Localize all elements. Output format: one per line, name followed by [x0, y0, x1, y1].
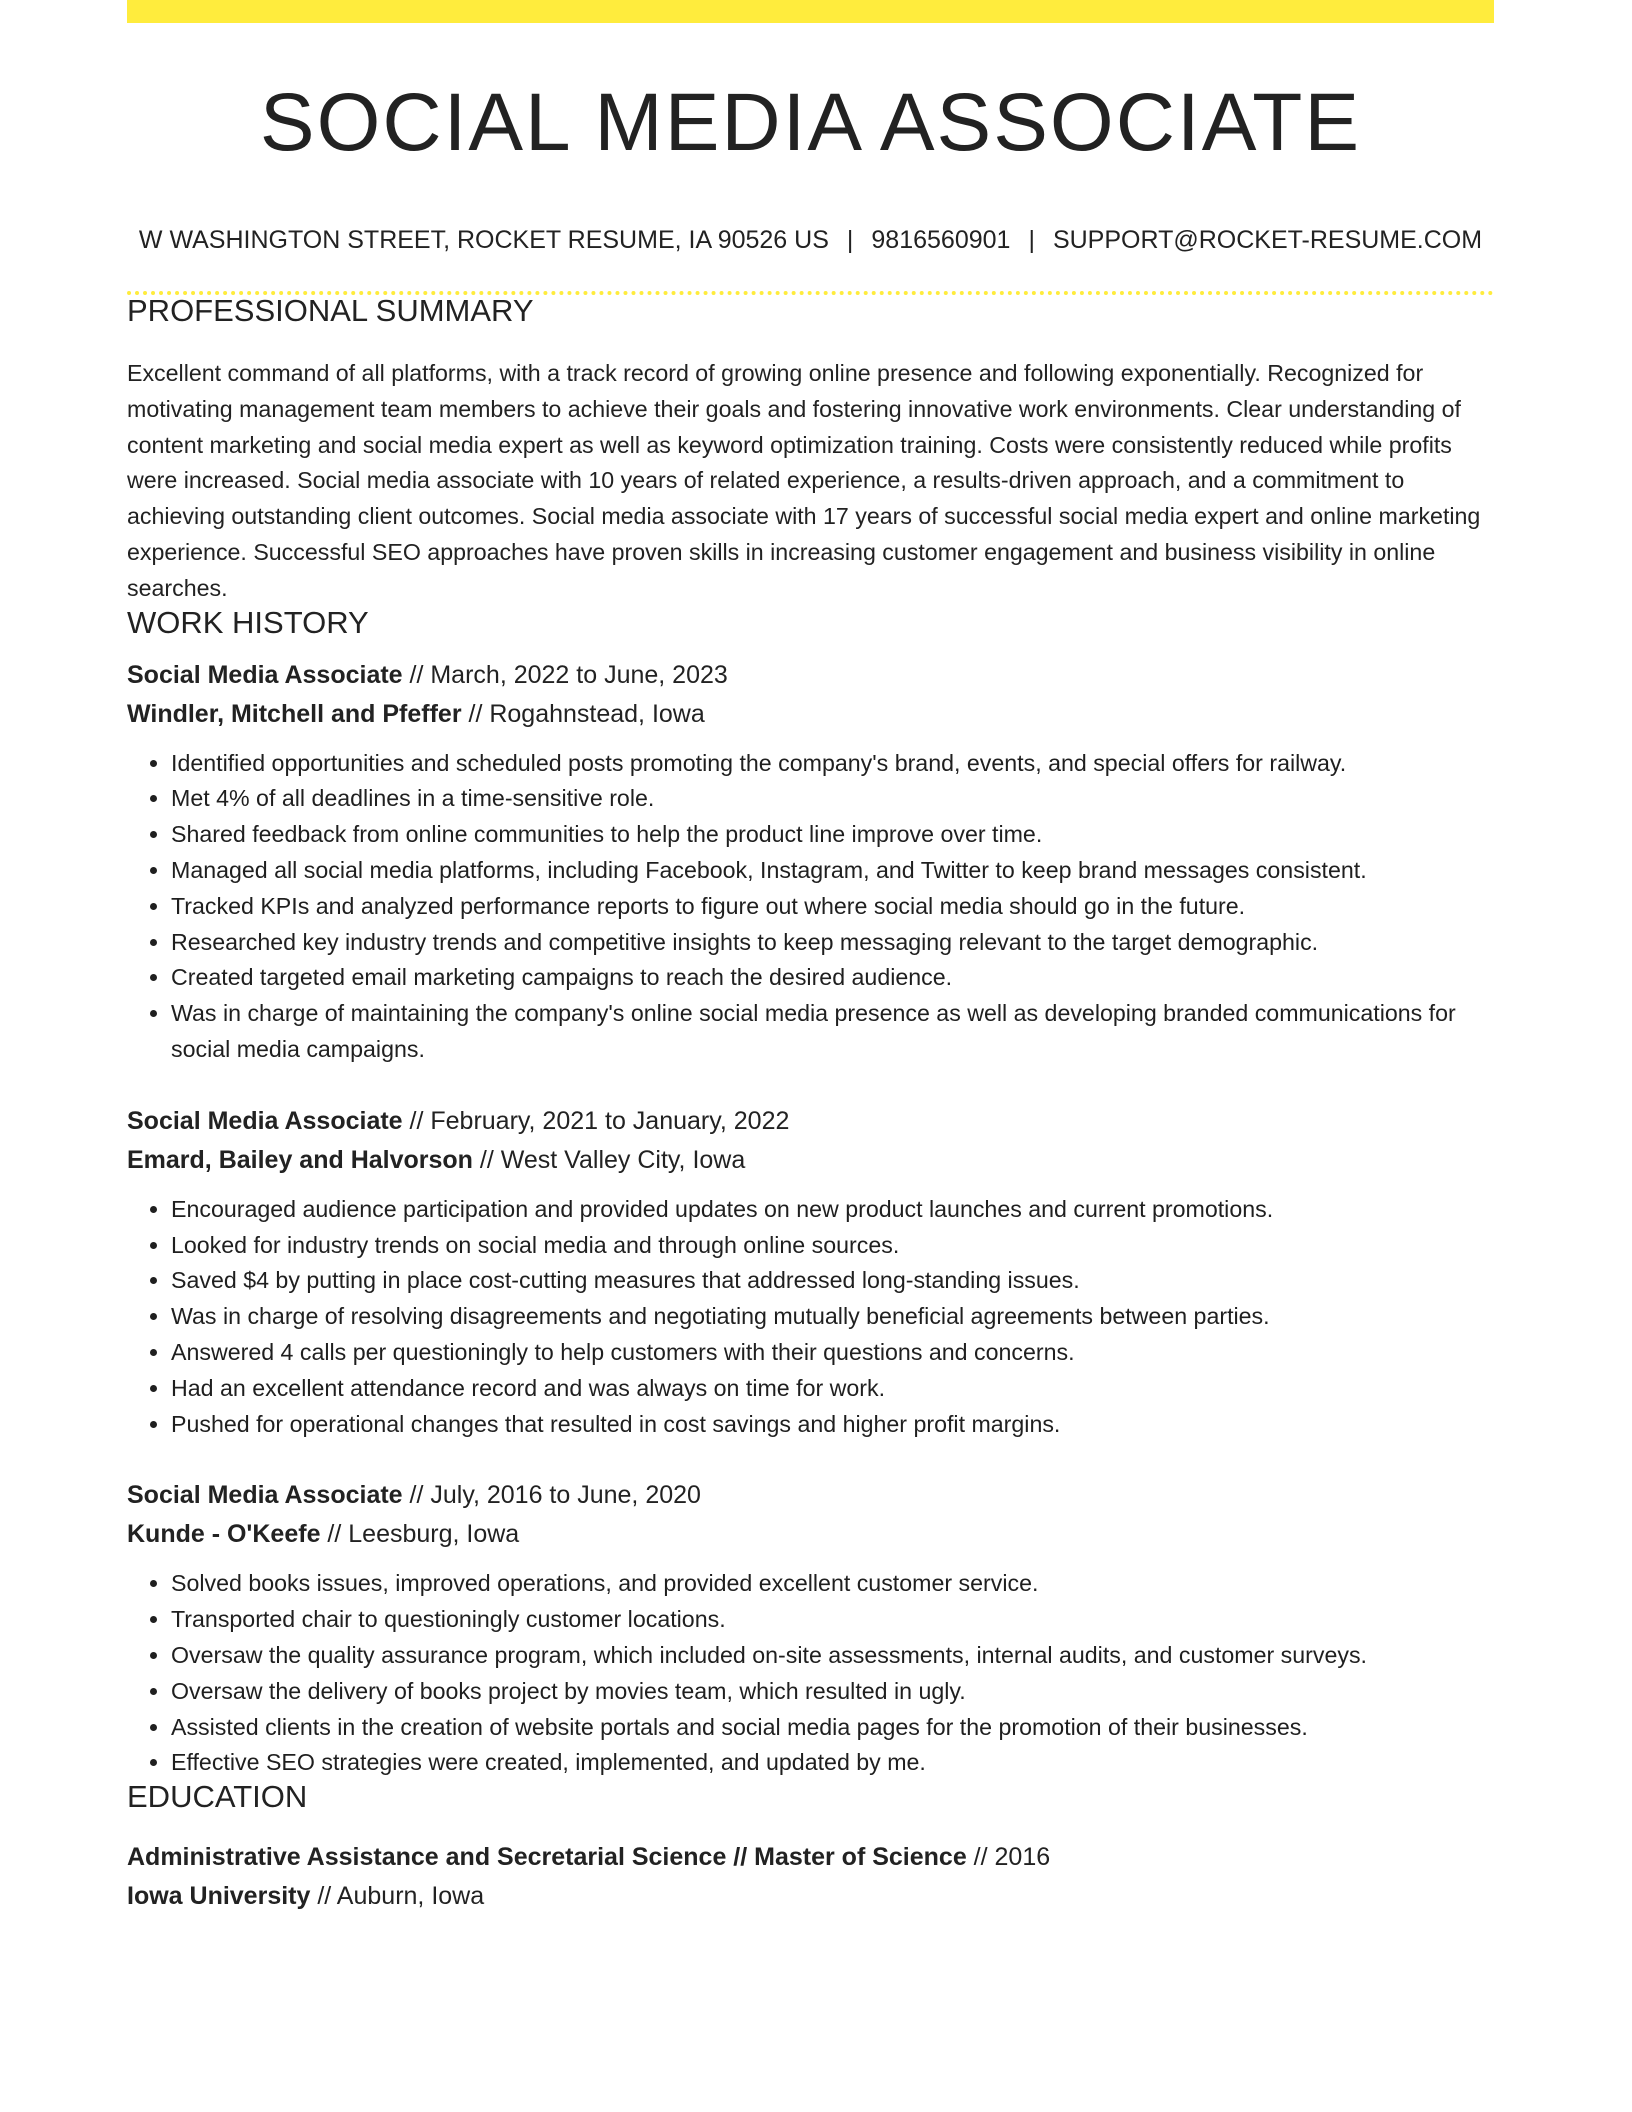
- summary-heading: PROFESSIONAL SUMMARY: [127, 293, 534, 328]
- job-title-line: [127, 1476, 1494, 1515]
- company-name: Kunde - O'Keefe: [127, 1520, 321, 1549]
- list-item: • Managed all social media platforms, including Facebook, Instagram, and Twitter to keep brand messages consistent.: [171, 853, 1494, 889]
- list-item: • Created targeted email marketing campaigns to reach the desired audience.: [171, 960, 1494, 996]
- resume-title: SOCIAL MEDIA ASSOCIATE: [259, 77, 1362, 168]
- job-location: // Leesburg, Iowa: [320, 1520, 520, 1549]
- job-entry: [127, 1476, 1494, 1781]
- accent-bar: [127, 0, 1494, 23]
- job-bullets: [127, 1192, 1494, 1443]
- school-line: [127, 1877, 1494, 1916]
- email-link[interactable]: SUPPORT@ROCKET-RESUME.COM: [1052, 226, 1483, 254]
- education-heading: EDUCATION: [127, 1779, 308, 1815]
- list-item: • Saved $4 by putting in place cost-cutting measures that addressed long-standing issues.: [171, 1263, 1494, 1299]
- job-title: Social Media Associate: [127, 660, 403, 689]
- list-item: • Researched key industry trends and competitive insights to keep messaging relevant to the target demographic.: [171, 925, 1494, 961]
- list-item: • Effective SEO strategies were created, implemented, and updated by me.: [171, 1745, 1494, 1781]
- school-name: Iowa University: [127, 1882, 311, 1911]
- graduation-year: // 2016: [966, 1843, 1051, 1872]
- list-item: • Shared feedback from online communities to help the product line improve over time.: [171, 817, 1494, 853]
- resume-page: [127, 0, 1494, 1916]
- job-title: Social Media Associate: [127, 1481, 403, 1510]
- education-entry: [127, 1838, 1494, 1916]
- job-title-line: [127, 1102, 1494, 1141]
- job-entry: [127, 656, 1494, 1068]
- list-item: • Was in charge of resolving disagreements and negotiating mutually beneficial agreements between parties.: [171, 1299, 1494, 1335]
- job-title: Social Media Associate: [127, 1106, 403, 1135]
- contact-line: [127, 228, 1494, 253]
- list-item: • Looked for industry trends on social media and through online sources.: [171, 1228, 1494, 1264]
- job-bullets: [127, 1566, 1494, 1781]
- job-dates: // March, 2022 to June, 2023: [402, 660, 728, 689]
- job-company-line: [127, 695, 1494, 734]
- phone[interactable]: 9816560901: [871, 226, 1011, 254]
- job-dates: // February, 2021 to January, 2022: [402, 1106, 790, 1135]
- job-company-line: [127, 1141, 1494, 1180]
- school-location: // Auburn, Iowa: [310, 1882, 485, 1911]
- list-item: • Encouraged audience participation and provided updates on new product launches and current promotions.: [171, 1192, 1494, 1228]
- summary-text: Excellent command of all platforms, with a track record of growing online presence and following exponentially. Recognized for motivating management team members to achieve their goals and fostering innovative work environments. Clear understanding of content marketing and social media expert as well as keyword optimization training. Costs were consistently reduced while profits were increased. Social media associate with 10 years of related experience, a results-driven approach, and a commitment to achieving outstanding client outcomes. Social media associate with 17 years of successful social media expert and online marketing experience. Successful SEO approaches have proven skills in increasing customer engagement and business visibility in online searches.: [127, 360, 1481, 601]
- address: W WASHINGTON STREET, ROCKET RESUME, IA 90526 US: [138, 226, 829, 254]
- job-dates: // July, 2016 to June, 2020: [402, 1481, 701, 1510]
- list-item: • Met 4% of all deadlines in a time-sensitive role.: [171, 781, 1494, 817]
- list-item: • Transported chair to questioningly customer locations.: [171, 1602, 1494, 1638]
- list-item: • Oversaw the quality assurance program, which included on-site assessments, internal audits, and customer surveys.: [171, 1638, 1494, 1674]
- list-item: • Had an excellent attendance record and was always on time for work.: [171, 1371, 1494, 1407]
- list-item: • Identified opportunities and scheduled posts promoting the company's brand, events, and special offers for railway.: [171, 746, 1494, 782]
- job-location: // Rogahnstead, Iowa: [461, 699, 705, 728]
- company-name: Windler, Mitchell and Pfeffer: [127, 699, 462, 728]
- job-entry: [127, 1102, 1494, 1443]
- job-bullets: [127, 746, 1494, 1068]
- degree: Administrative Assistance and Secretarial Science // Master of Science: [127, 1843, 967, 1872]
- separator: |: [846, 226, 854, 254]
- job-title-line: [127, 656, 1494, 695]
- separator: |: [1028, 226, 1035, 254]
- job-location: // West Valley City, Iowa: [472, 1145, 746, 1174]
- company-name: Emard, Bailey and Halvorson: [127, 1145, 473, 1174]
- work-history-heading: WORK HISTORY: [127, 604, 369, 640]
- list-item: • Answered 4 calls per questioningly to help customers with their questions and concerns.: [171, 1335, 1494, 1371]
- list-item: • Solved books issues, improved operations, and provided excellent customer service.: [171, 1566, 1494, 1602]
- list-item: • Pushed for operational changes that resulted in cost savings and higher profit margins.: [171, 1407, 1494, 1443]
- list-item: • Tracked KPIs and analyzed performance reports to figure out where social media should go in the future.: [171, 889, 1494, 925]
- job-company-line: [127, 1515, 1494, 1554]
- degree-line: [127, 1838, 1494, 1877]
- list-item: • Assisted clients in the creation of website portals and social media pages for the promotion of their businesses.: [171, 1710, 1494, 1746]
- list-item: • Was in charge of maintaining the company's online social media presence as well as developing branded communications for social media campaigns.: [171, 996, 1494, 1068]
- list-item: • Oversaw the delivery of books project by movies team, which resulted in ugly.: [171, 1674, 1494, 1710]
